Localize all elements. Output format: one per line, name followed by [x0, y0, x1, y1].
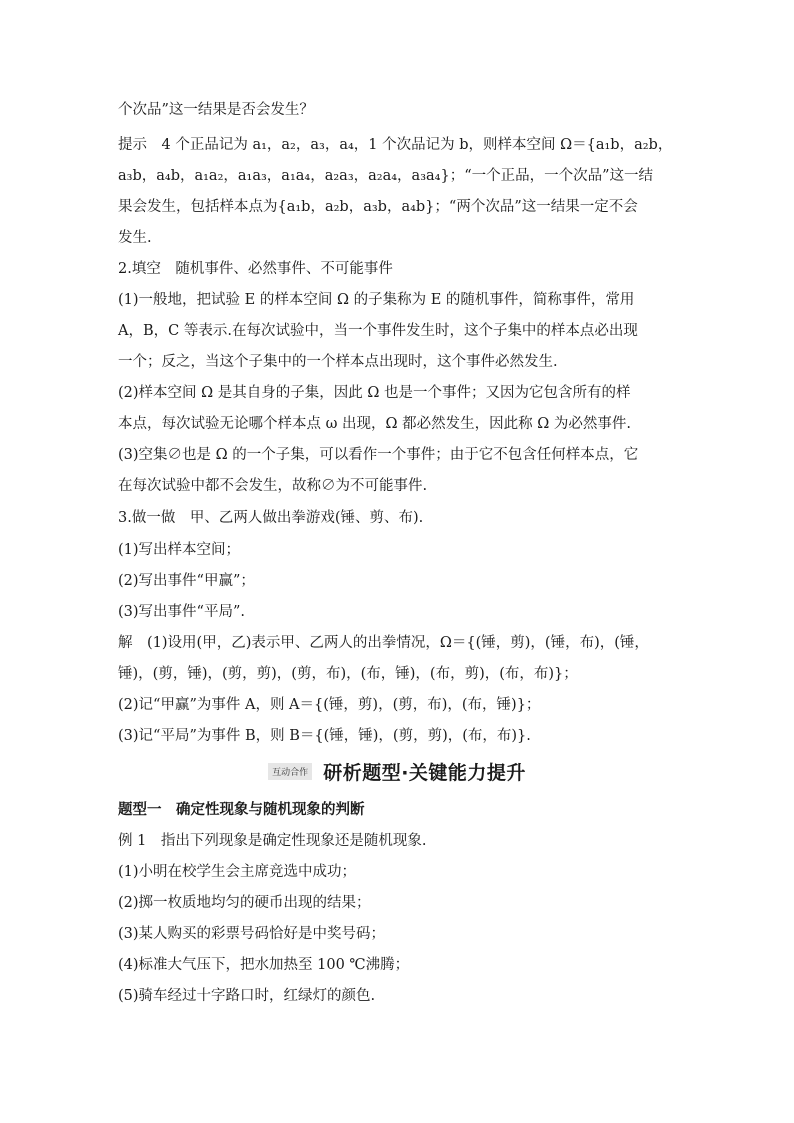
text-line: 本点，每次试验无论哪个样本点 ω 出现，Ω 都必然发生，因此称 Ω 为必然事件.	[118, 416, 632, 432]
text-line: (3)记“平局”为事件 B，则 B＝{(锤，锤)，(剪，剪)，(布，布)}.	[118, 728, 531, 744]
section-heading	[0, 758, 794, 785]
example-title: 例 1 指出下列现象是确定性现象还是随机现象.	[118, 833, 427, 849]
text-line: 锤)，(剪，锤)，(剪，剪)，(剪，布)，(布，锤)，(布，剪)，(布，布)}；	[118, 666, 578, 682]
section-title: 研析题型·关键能力提升	[323, 762, 526, 784]
text-line: (3)某人购买的彩票号码恰好是中奖号码；	[118, 926, 386, 942]
text-line: 发生.	[118, 230, 152, 246]
text-line: (1)写出样本空间；	[118, 542, 241, 558]
text-line: 在每次试验中都不会发生，故称∅为不可能事件.	[118, 478, 428, 494]
text-line: 一个；反之，当这个子集中的一个样本点出现时，这个事件必然发生.	[118, 354, 558, 370]
text-line: (2)掷一枚质地均匀的硬币出现的结果；	[118, 895, 371, 911]
section-badge: 互动合作	[268, 763, 312, 780]
text-line: (5)骑车经过十字路口时，红绿灯的颜色.	[118, 988, 376, 1004]
text-line: a₃b，a₄b，a₁a₂，a₁a₃，a₁a₄，a₂a₃，a₂a₄，a₃a₄}；“一个正品，一个次品”这一结	[118, 168, 654, 184]
text-line: (3)空集∅也是 Ω 的一个子集，可以看作一个事件；由于它不包含任何样本点，它	[118, 447, 639, 463]
topic-heading: 题型一 确定性现象与随机现象的判断	[118, 802, 365, 818]
text-line: A，B，C 等表示.在每次试验中，当一个事件发生时，这个子集中的样本点必出现	[118, 323, 638, 339]
text-line: (4)标准大气压下，把水加热至 100 ℃沸腾；	[118, 957, 410, 973]
text-line: 提示 4 个正品记为 a₁，a₂，a₃，a₄，1 个次品记为 b，则样本空间 Ω＝{a₁b，a₂b，	[118, 137, 673, 153]
text-line: (2)记“甲赢”为事件 A，则 A＝{(锤，剪)，(剪，布)，(布，锤)}；	[118, 697, 541, 713]
text-line: 个次品”这一结果是否会发生？	[118, 102, 314, 118]
text-line: 3.做一做 甲、乙两人做出拳游戏(锤、剪、布).	[118, 510, 424, 526]
text-line: (1)小明在校学生会主席竞选中成功；	[118, 864, 357, 880]
text-line: 2.填空 随机事件、必然事件、不可能事件	[118, 261, 393, 277]
text-line: (2)写出事件“甲赢”；	[118, 573, 255, 589]
text-line: 解 (1)设用(甲，乙)表示甲、乙两人的出拳情况，Ω＝{(锤，剪)，(锤，布)，(锤，	[118, 635, 649, 651]
text-line: (1)一般地，把试验 E 的样本空间 Ω 的子集称为 E 的随机事件，简称事件，常用	[118, 292, 635, 308]
text-line: (3)写出事件“平局”.	[118, 604, 245, 620]
text-line: 果会发生，包括样本点为{a₁b，a₂b，a₃b，a₄b}；“两个次品”这一结果一定不会	[118, 199, 638, 215]
text-line: (2)样本空间 Ω 是其自身的子集，因此 Ω 也是一个事件；又因为它包含所有的样	[118, 385, 631, 401]
